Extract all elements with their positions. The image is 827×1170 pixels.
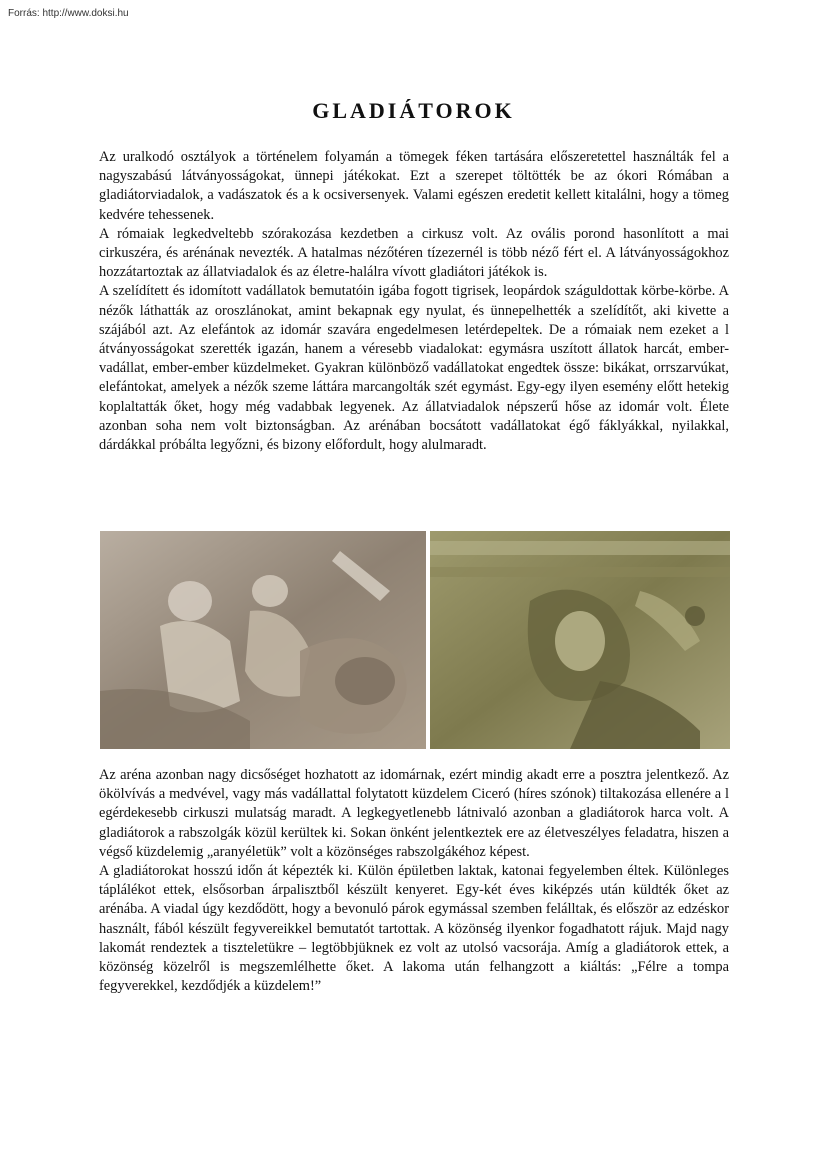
paragraph: A gladiátorokat hosszú időn át képezték ki. Külön épületben laktak, katonai fegyelemben éltek. Különleges táplálékot ettek, elsősorban árpalisztből készült kenyeret. Egy-két éves kiképzés után küldték őket az arénába. A viadal úgy kezdődött, hogy a bevonuló párok egymással szemben felálltak, és először az edzéskor használt, fából készült fegyvereikkel bemutatót tartottak. A közönség ilyenkor fogadhatott rájuk. Majd nagy lakomát rendeztek a tiszteletükre – legtöbbjüknek ez volt az utolsó vacsorája. Amíg a gladiátorok ettek, a közönség közelről is megszemlélhette őket. A lakoma után felhangzott a kiáltás: „Félre a tompa fegyverekkel, kezdődjék a küzdelem!” xyxy=(99,863,729,995)
source-label: Forrás: http://www.doksi.hu xyxy=(8,8,129,19)
gladiator-relief-image xyxy=(100,531,426,749)
paragraph: Az uralkodó osztályok a történelem folyamán a tömegek féken tartására előszeretettel használták fel a nagyszabású látványosságokat, ünnepi játékokat. Ezt a szerepet töltötték be az ókori Rómában a gladiátorviadalok, a vadászatok és a k ocsiversenyek. Valami egészen eredetit kellett kitalálni, hogy a tömeg kedvére tehessenek. xyxy=(99,149,729,223)
text-block-bottom xyxy=(99,766,729,996)
animal-relief-image xyxy=(430,531,730,749)
page-title: GLADIÁTOROK xyxy=(312,98,515,123)
text-block-top xyxy=(99,148,729,455)
paragraph: Az aréna azonban nagy dicsőséget hozhatott az idomárnak, ezért mindig akadt erre a posztra jelentkező. Az ökölvívás a medvével, vagy más vadállattal folytatott küzdelem Ciceró (híres szónok) tiltakozása ellenére a l egérdekesebb cirkuszi mulatság maradt. A legkegyetlenebb látnivaló azonban a gladiátorok harca volt. A gladiátorok a rabszolgák közül kerültek ki. Sokan önként jelentkeztek ere az életveszélyes feladatra, hiszen a végső küzdelemig „aranyéletük” volt a közönséges rabszolgákéhoz képest. xyxy=(99,767,729,860)
illustration-row xyxy=(100,531,730,749)
paragraph: A rómaiak legkedveltebb szórakozása kezdetben a cirkusz volt. Az ovális porond hasonlított a mai cirkuszéra, és arénának nevezték. A hatalmas nézőtéren tízezernél is több néző fért el. A látványosságokhoz hozzátartoztak az állatviadalok és az életre-halálra vívott gladiátori játékok is. xyxy=(99,225,729,281)
paragraph: A szelídített és idomított vadállatok bemutatóin igába fogott tigrisek, leopárdok száguldottak körbe-körbe. A nézők láthatták az oroszlánokat, amint bekapnak egy nyulat, és ünnepelhették a szelídítőt, aki kivette a szájából azt. Az elefántok az idomár szavára engedelmesen letérdepeltek. De a rómaiak nem ezeket a l átványosságokat szerették igazán, hanem a véresebb viadalokat: egymásra uszított állatok harcát, ember-vadállat, ember-ember küzdelmeket. Gyakran különböző vadállatokat engedtek össze: bikákat, orrszarvúkat, elefántokat, amelyek a nézők szeme láttára marcangolták szét egymást. Egy-egy ilyen esemény előtt hetekig koplaltatták őket, hogy még vadabbak legyenek. Az állatviadalok népszerű hőse az idomár volt. Élete azonban soha nem volt biztonságban. Az arénában bocsátott vadállatokat égő fáklyákkal, nyilakkal, dárdákkal próbálta legyőzni, és bizony előfordult, hogy alulmaradt. xyxy=(99,283,729,454)
